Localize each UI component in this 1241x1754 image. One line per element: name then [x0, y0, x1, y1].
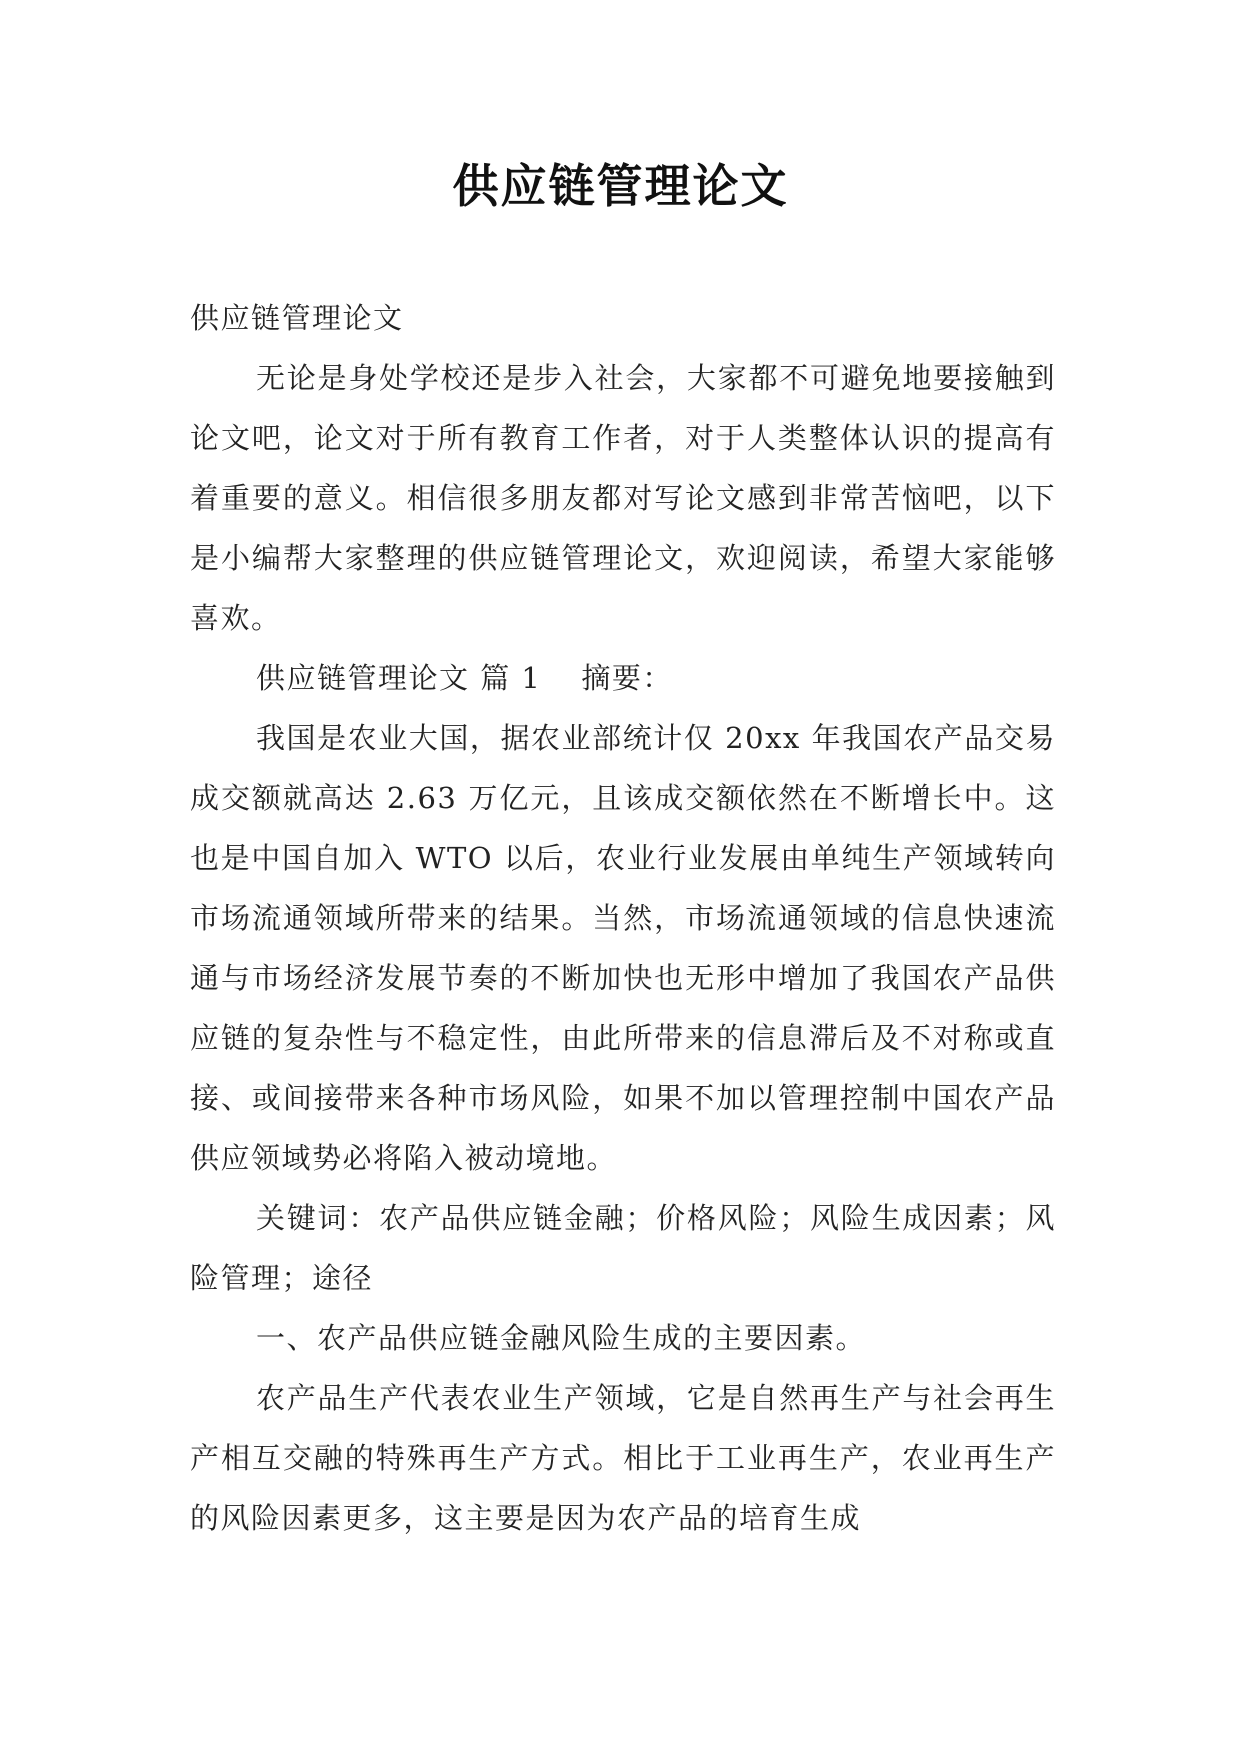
- subtitle-line: 供应链管理论文: [190, 301, 404, 335]
- body-paragraph: 农产品生产代表农业生产领域，它是自然再生产与社会再生产相互交融的特殊再生产方式。相比于工业再生产，农业再生产的风险因素更多，这主要是因为农产品的培育生成: [190, 1381, 1056, 1535]
- intro-paragraph: 无论是身处学校还是步入社会，大家都不可避免地要接触到论文吧，论文对于所有教育工作者，对于人类整体认识的提高有着重要的意义。相信很多朋友都对写论文感到非常苦恼吧，以下是小编帮大家整理的供应链管理论文，欢迎阅读，希望大家能够喜欢。: [190, 361, 1056, 635]
- section-label: 供应链管理论文 篇 1: [256, 661, 542, 695]
- abstract-paragraph: 我国是农业大国，据农业部统计仅 20xx 年我国农产品交易成交额就高达 2.63 万亿元，且该成交额依然在不断增长中。这也是中国自加入 WTO 以后，农业行业发展由单纯生产领域转向市场流通领域所带来的结果。当然，市场流通领域的信息快速流通与市场经济发展节奏的不断加快也无形中增加了我国农产品供应链的复杂性与不稳定性，由此所带来的信息滞后及不对称或直接、或间接带来各种市场风险，如果不加以管理控制中国农产品供应领域势必将陷入被动境地。: [190, 721, 1056, 1175]
- abstract-label: 摘要：: [581, 661, 673, 695]
- section-heading-line: [190, 648, 1056, 708]
- section-1-heading: 一、农产品供应链金融风险生成的主要因素。: [256, 1321, 867, 1355]
- keywords-paragraph: 关键词：农产品供应链金融；价格风险；风险生成因素；风险管理；途径: [190, 1201, 1056, 1295]
- document-title: 供应链管理论文: [452, 159, 789, 213]
- document-body: [190, 288, 1056, 1548]
